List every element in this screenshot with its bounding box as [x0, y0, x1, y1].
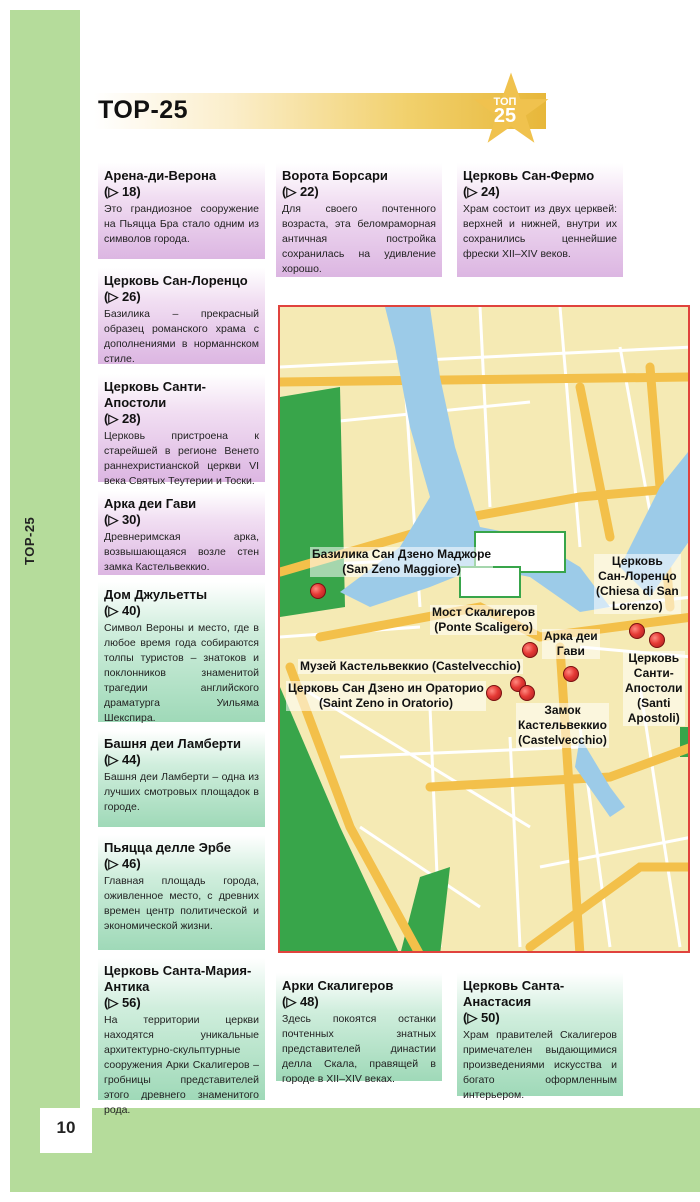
card-desc: Базилика – прекрасный образец романского храма с дополнениями в норманнском стиле. [104, 308, 259, 365]
card-gavi [98, 491, 265, 575]
star-number: 25 [493, 105, 517, 127]
map-pin-san-zeno[interactable] [310, 583, 326, 599]
card-title: Дом Джульетты [104, 587, 208, 602]
map-pin-san-lorenzo[interactable] [629, 623, 645, 639]
card-title: Арена-ди-Верона [104, 168, 217, 183]
card-fermo [457, 163, 623, 277]
card-ref: (▷ 28) [104, 411, 141, 426]
card-juliet [98, 582, 265, 722]
map-label-zeno-oratorio: Церковь Сан Дзено ин Ораторио (Saint Zeno in Oratorio) [288, 681, 484, 710]
map-label-santi-apostoli: Церковь Санти- Апостоли (Santi Apostoli) [625, 651, 683, 725]
map-pin-zeno-oratorio[interactable] [486, 685, 502, 701]
card-ref: (▷ 24) [463, 184, 500, 199]
page-title: TOP-25 [98, 96, 189, 124]
card-desc: Символ Вероны и место, где в любое время года собираются толпы туристов – знатоков и поклонников знаменитой трагедии английского драматурга Уильяма Шекспира. [104, 622, 259, 724]
card-ref: (▷ 48) [282, 994, 319, 1009]
card-anastasia [457, 973, 623, 1101]
card-lorenzo [98, 268, 265, 364]
map-pin-castelvecchio[interactable] [519, 685, 535, 701]
card-desc: Храм состоит из двух церквей: верхней и нижней, внутри их сохранились ценнейшие фрески XII–XIV веков. [463, 203, 617, 260]
card-desc: Это грандиозное сооружение на Пьяцца Бра стало одним из символов города. [104, 203, 259, 245]
card-desc: На территории церкви находятся уникальные архитектурно-скульптурные сооружения Арки Скалигеров – гробницы представителей этого древнего знаменитого рода. [104, 1014, 259, 1116]
card-title: Ворота Борсари [282, 168, 388, 183]
map-pin-santi-apostoli[interactable] [649, 632, 665, 648]
page-number: 10 [56, 1118, 76, 1137]
card-ref: (▷ 30) [104, 512, 141, 527]
card-lamberti [98, 731, 265, 827]
card-title: Арки Скалигеров [282, 978, 394, 993]
map-label-castelvecchio: Замок Кастельвеккио (Castelvecchio) [518, 703, 607, 747]
card-title: Арка деи Гави [104, 496, 197, 511]
card-antica [98, 958, 265, 1116]
card-ref: (▷ 22) [282, 184, 319, 199]
card-ref: (▷ 18) [104, 184, 141, 199]
card-ref: (▷ 26) [104, 289, 141, 304]
card-ref: (▷ 56) [104, 995, 141, 1010]
card-title: Церковь Сан-Фермо [463, 168, 595, 183]
map-label-museo-castelvecchio: Музей Кастельвеккио (Castelvecchio) [300, 659, 521, 673]
map-pin-arco-gavi[interactable] [563, 666, 579, 682]
map-pin-ponte-scaligero[interactable] [522, 642, 538, 658]
card-ref: (▷ 40) [104, 603, 141, 618]
card-title: Церковь Санти-Апостоли [104, 379, 207, 410]
star-top-label: ТОП [493, 96, 517, 108]
card-title: Пьяцца делле Эрбе [104, 840, 232, 855]
map-label-arco-gavi: Арка деи Гави [544, 629, 598, 658]
card-scaligeri [276, 973, 442, 1085]
card-desc: Церковь пристроена к старейшей в регионе Венето раннехристианской церкви VI века Святых Теутерии и Тоски. [104, 430, 259, 487]
card-desc: Башня деи Ламберти – одна из лучших смотровых площадок в городе. [104, 771, 259, 813]
card-title: Церковь Санта-Анастасия [463, 978, 565, 1009]
card-ref: (▷ 44) [104, 752, 141, 767]
card-ref: (▷ 46) [104, 856, 141, 871]
card-desc: Для своего почтенного возраста, эта беломраморная античная постройка сохранилась на удивление хорошо. [282, 203, 436, 275]
card-title: Церковь Сан-Лоренцо [104, 273, 248, 288]
card-desc: Древнеримская арка, возвышающаяся возле стен замка Кастельвеккио. [104, 531, 259, 573]
card-arena [98, 163, 265, 259]
bottom-green-bar [10, 1108, 700, 1192]
map-label-ponte-scaligero: Мост Скалигеров (Ponte Scaligero) [432, 605, 536, 634]
card-borsari [276, 163, 442, 277]
card-title: Башня деи Ламберти [104, 736, 242, 751]
card-desc: Здесь покоятся останки почтенных знатных представителей династии делла Скала, правящей в городе в XII–XIV веках. [282, 1013, 436, 1085]
card-title: Церковь Санта-Мария-Антика [104, 963, 252, 994]
left-green-bar [10, 10, 80, 1110]
card-desc: Храм правителей Скалигеров примечателен выдающимися произведениями искусства и богато оформленным интерьером. [463, 1029, 617, 1101]
card-apostoli [98, 374, 265, 487]
side-section-label: TOP-25 [22, 516, 37, 565]
card-ref: (▷ 50) [463, 1010, 500, 1025]
card-erbe [98, 835, 265, 950]
map-label-san-lorenzo: Церковь Сан-Лоренцо (Chiesa di San Lorenzo) [596, 554, 679, 613]
card-desc: Главная площадь города, оживленное место, с древних времен центр политической и экономической жизни. [104, 875, 259, 932]
city-map[interactable] [278, 305, 690, 953]
map-label-san-zeno: Базилика Сан Дзено Маджоре (San Zeno Maggiore) [312, 547, 492, 576]
